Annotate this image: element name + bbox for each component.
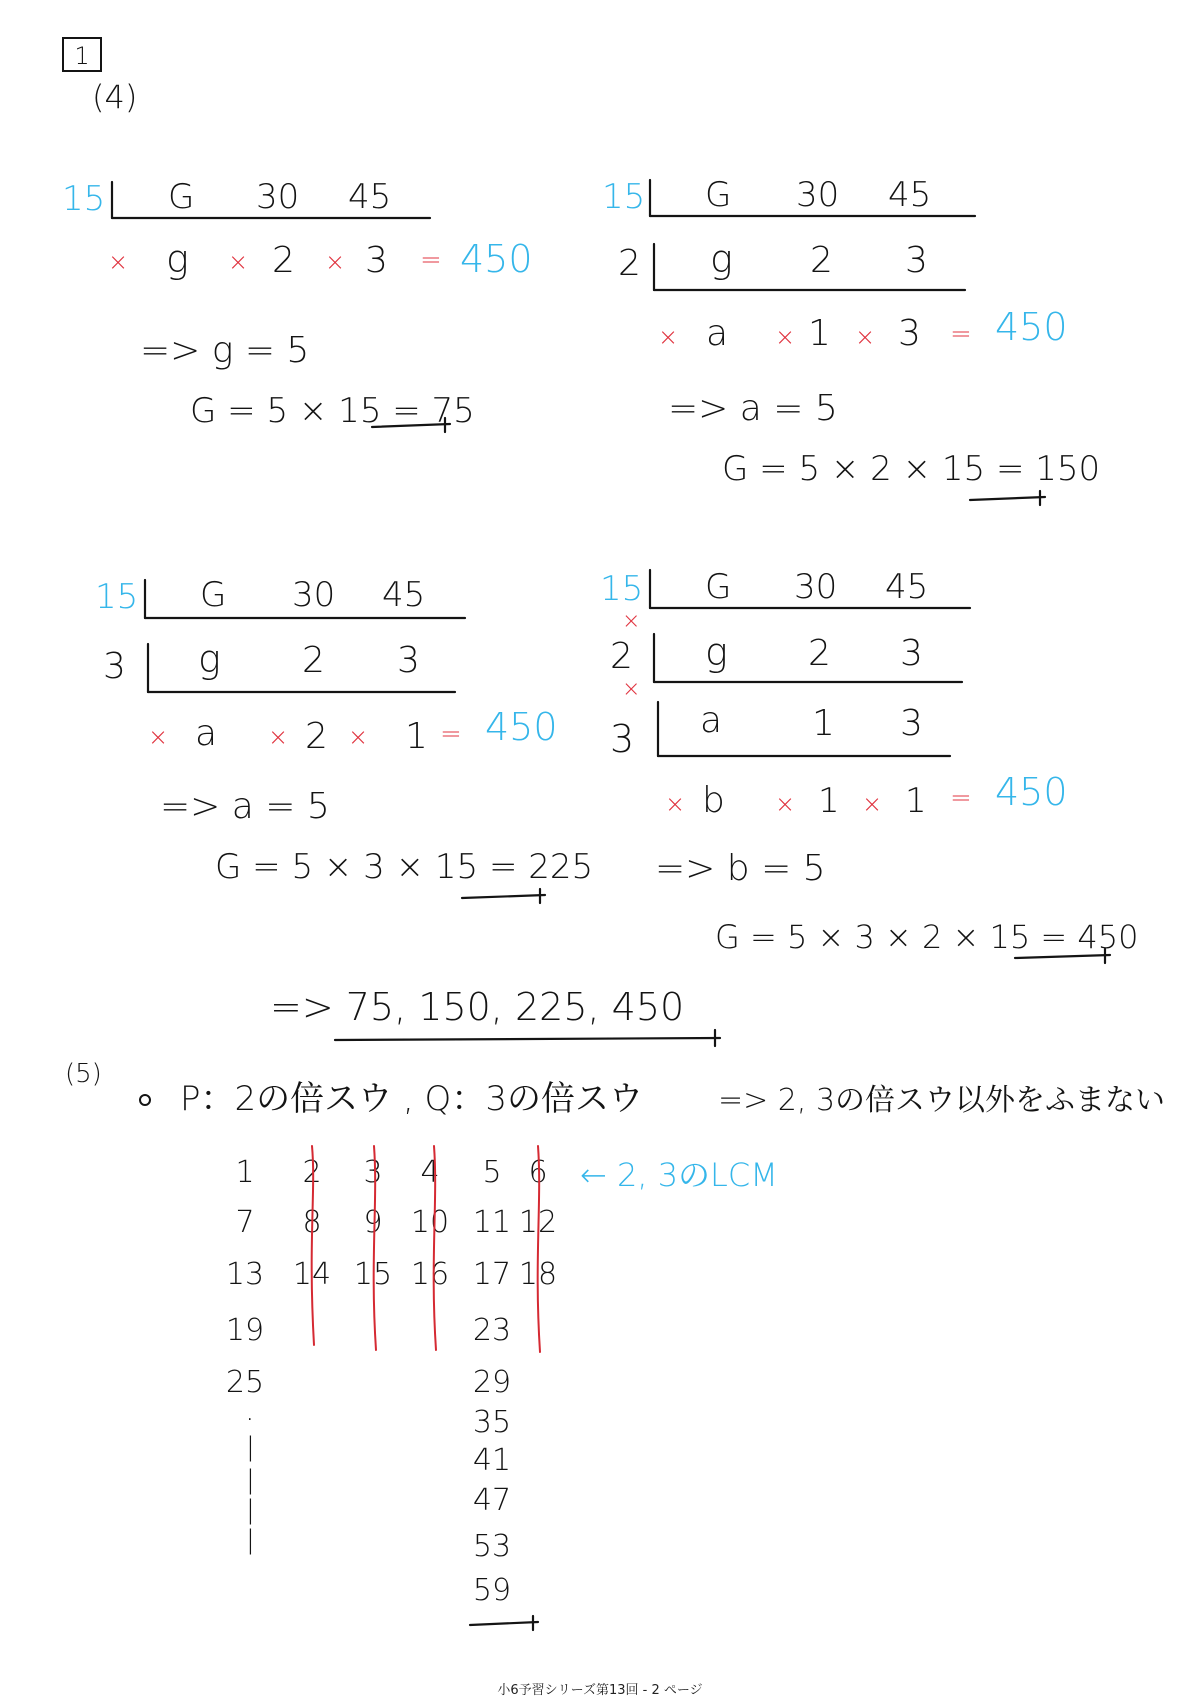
grid-number-47: 47 xyxy=(472,1483,512,1518)
block-3-two: 2 xyxy=(305,716,328,757)
block-1-two: 2 xyxy=(272,240,295,281)
block-4-times-2: × xyxy=(775,790,796,818)
block-1-ladder-division xyxy=(62,177,533,432)
grid-number-18: 18 xyxy=(518,1257,558,1292)
grid-number-2: 2 xyxy=(302,1155,322,1190)
block-1-times-2: × xyxy=(228,248,249,276)
continuation-dash-4: | xyxy=(246,1525,255,1555)
block-1-divisor: 15 xyxy=(62,179,106,219)
block-1-times-1: × xyxy=(108,248,129,276)
block-2-top-45: 45 xyxy=(888,175,932,215)
block-2-mid-2: 2 xyxy=(810,240,833,281)
block-4-ladder-division xyxy=(600,567,1138,963)
grid-number-7: 7 xyxy=(235,1205,255,1240)
block-1-times-3: × xyxy=(325,248,346,276)
block-4-mid-3: 3 xyxy=(900,633,923,674)
block-4-one-a: 1 xyxy=(818,781,840,821)
grid-number-53: 53 xyxy=(472,1529,512,1564)
block-2-times-3: × xyxy=(855,323,876,351)
block-4-b: b xyxy=(702,780,725,821)
part-4-conclusion: => 75, 150, 225, 450 xyxy=(270,985,685,1029)
block-3-times-2: × xyxy=(268,723,289,751)
block-3-times-3: × xyxy=(348,723,369,751)
block-2-three: 3 xyxy=(898,313,921,354)
block-2-product: 450 xyxy=(995,305,1068,349)
block-3-mid-2: 2 xyxy=(302,640,325,681)
continuation-dash-1: | xyxy=(246,1432,255,1462)
bullet-circle xyxy=(140,1095,150,1105)
block-1-top-30: 30 xyxy=(256,177,300,217)
block-4-top-30: 30 xyxy=(794,567,838,607)
page-footer: 小6予習シリーズ第13回 - 2 ページ xyxy=(497,1683,703,1698)
block-2-result-1: => a = 5 xyxy=(668,388,838,429)
block-1-top-g: G xyxy=(168,177,195,217)
part-5-label: (5) xyxy=(65,1059,102,1089)
grid-number-59: 59 xyxy=(472,1573,512,1608)
grid-number-13: 13 xyxy=(225,1257,265,1292)
lcm-note: ← 2, 3のLCM xyxy=(580,1156,778,1194)
block-3-top-30: 30 xyxy=(292,575,336,615)
block-2-result-2: G = 5 × 2 × 15 = 150 xyxy=(722,449,1101,489)
block-3-ladder-division xyxy=(95,575,593,903)
block-2-ladder-division xyxy=(602,175,1100,505)
strike-column-4 xyxy=(434,1146,436,1350)
grid-number-1: 1 xyxy=(235,1155,255,1190)
continuation-dot: . xyxy=(245,1393,255,1428)
strike-column-6 xyxy=(538,1146,540,1352)
block-1-three: 3 xyxy=(365,240,388,281)
block-4-mid2-3: 3 xyxy=(900,703,923,744)
block-2-top-30: 30 xyxy=(796,175,840,215)
block-2-top-g: G xyxy=(705,175,732,215)
block-3-a: a xyxy=(195,713,218,754)
block-3-top-45: 45 xyxy=(382,575,426,615)
block-2-equals: = xyxy=(950,319,972,349)
block-2-a: a xyxy=(706,313,729,354)
block-3-result-2: G = 5 × 3 × 15 = 225 xyxy=(215,847,594,887)
block-1-result-2: G = 5 × 15 = 75 xyxy=(190,391,475,431)
block-3-one: 1 xyxy=(405,716,428,757)
block-4-product: 450 xyxy=(995,770,1068,814)
strike-column-3 xyxy=(374,1146,376,1350)
number-grid xyxy=(226,1155,557,1608)
block-1-top-45: 45 xyxy=(348,177,392,217)
block-4-divisor-1: 15 xyxy=(600,569,644,609)
grid-number-41: 41 xyxy=(472,1443,512,1478)
block-4-mark-2: × xyxy=(622,677,641,702)
problem-number: 1 xyxy=(74,42,90,70)
block-4-result-2: G = 5 × 3 × 2 × 15 = 450 xyxy=(715,918,1139,956)
grid-number-3: 3 xyxy=(363,1155,383,1190)
grid-number-8: 8 xyxy=(302,1205,322,1240)
grid-number-35: 35 xyxy=(472,1405,512,1440)
block-4-mid-2: 2 xyxy=(808,633,831,674)
block-4-times-3: × xyxy=(862,790,883,818)
grid-number-9: 9 xyxy=(363,1205,383,1240)
block-3-mid-g: g xyxy=(198,637,221,681)
part-5-statement: P：2の倍スウ , Q：3の倍スウ xyxy=(180,1079,643,1119)
block-2-mid-g: g xyxy=(710,237,733,281)
block-3-divisor-2: 3 xyxy=(103,646,126,687)
grid-number-23: 23 xyxy=(472,1313,512,1348)
block-3-top-g: G xyxy=(200,575,227,615)
block-3-times-1: × xyxy=(148,723,169,751)
block-2-times-1: × xyxy=(658,323,679,351)
block-4-mid-g: g xyxy=(705,630,728,674)
grid-number-16: 16 xyxy=(410,1257,450,1292)
grid-number-4: 4 xyxy=(420,1155,440,1190)
block-2-divisor-2: 2 xyxy=(618,243,641,284)
block-3-product: 450 xyxy=(485,705,558,749)
block-4-top-g: G xyxy=(705,567,732,607)
block-4-mid2-1: 1 xyxy=(812,703,835,744)
grid-number-14: 14 xyxy=(292,1257,332,1292)
continuation-dash-2: | xyxy=(246,1465,255,1495)
block-4-divisor-2: 2 xyxy=(610,636,633,677)
block-4-one-b: 1 xyxy=(905,781,927,821)
block-3-result-1: => a = 5 xyxy=(160,786,330,827)
block-4-divisor-3: 3 xyxy=(610,717,635,761)
block-1-g: g xyxy=(166,237,189,281)
block-1-result-1: => g = 5 xyxy=(140,330,310,371)
block-3-mid-3: 3 xyxy=(397,640,420,681)
block-2-one: 1 xyxy=(808,313,831,354)
grid-number-5: 5 xyxy=(482,1155,502,1190)
grid-number-11: 11 xyxy=(472,1205,512,1240)
block-2-divisor-1: 15 xyxy=(602,177,646,217)
grid-number-29: 29 xyxy=(472,1365,512,1400)
continuation-dash-3: | xyxy=(246,1495,255,1525)
block-4-mark-1: × xyxy=(622,609,641,634)
block-1-product: 450 xyxy=(460,237,533,281)
block-4-mid2-a: a xyxy=(700,700,723,741)
grid-number-10: 10 xyxy=(410,1205,450,1240)
grid-number-25: 25 xyxy=(225,1365,265,1400)
block-2-mid-3: 3 xyxy=(905,240,928,281)
part-4-label: (4) xyxy=(92,78,138,116)
grid-number-12: 12 xyxy=(518,1205,558,1240)
block-3-divisor-1: 15 xyxy=(95,577,139,617)
grid-number-6: 6 xyxy=(528,1155,548,1190)
block-4-equals: = xyxy=(950,783,972,813)
part-5-implication: => 2, 3の倍スウ以外をふまない xyxy=(718,1083,1166,1118)
block-2-times-2: × xyxy=(775,323,796,351)
grid-number-19: 19 xyxy=(225,1313,265,1348)
grid-number-15: 15 xyxy=(353,1257,393,1292)
grid-number-17: 17 xyxy=(472,1257,512,1292)
block-4-result-1: => b = 5 xyxy=(655,848,826,889)
block-3-equals: = xyxy=(440,719,462,749)
block-1-equals: = xyxy=(420,245,442,275)
block-4-top-45: 45 xyxy=(885,567,929,607)
block-4-times-1: × xyxy=(665,790,686,818)
